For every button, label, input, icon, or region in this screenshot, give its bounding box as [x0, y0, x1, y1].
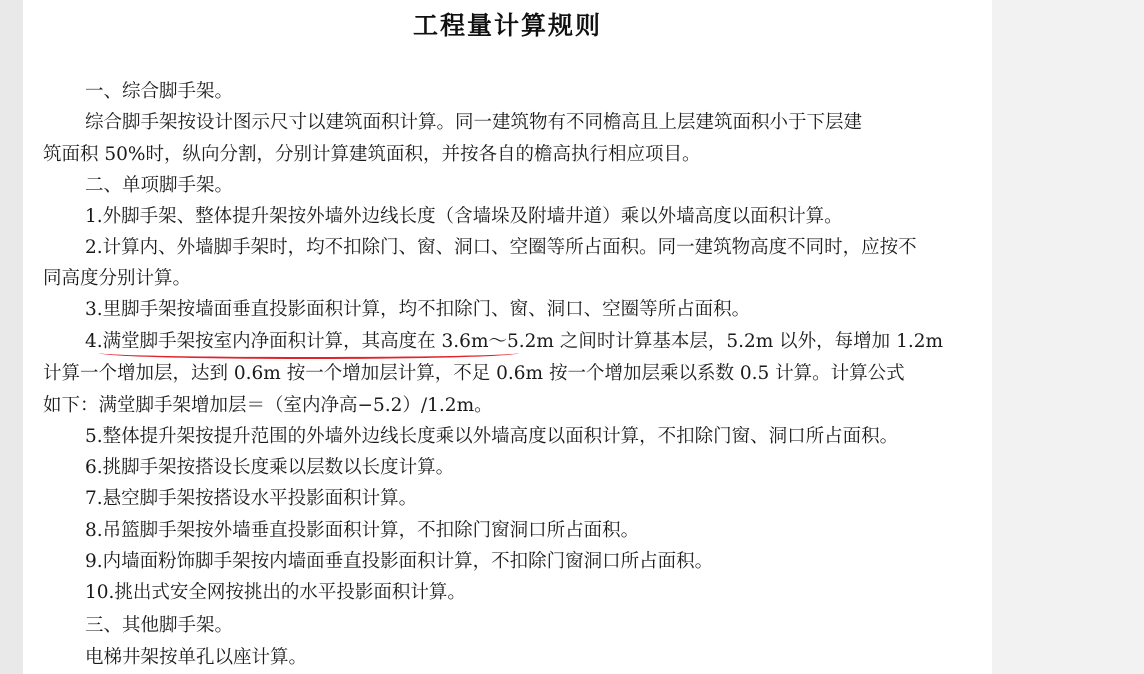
- rule-item-6: 6.挑脚手架按搭设长度乘以层数以长度计算。: [85, 457, 455, 478]
- rule-item-8: 8.吊篮脚手架按外墙垂直投影面积计算，不扣除门窗洞口所占面积。: [85, 520, 640, 541]
- paragraph-line: 综合脚手架按设计图示尺寸以建筑面积计算。同一建筑物有不同檐高且上层建筑面积小于下层建: [85, 112, 863, 133]
- red-underline-annotation: [99, 351, 519, 359]
- paragraph-line: 电梯井架按单孔以座计算。: [85, 647, 308, 668]
- rule-item-2: 2.计算内、外墙脚手架时，均不扣除门、窗、洞口、空圈等所占面积。同一建筑物高度不同时，应按不: [85, 237, 917, 258]
- rule-item-9: 9.内墙面粉饰脚手架按内墙面垂直投影面积计算，不扣除门窗洞口所占面积。: [85, 551, 714, 572]
- formula-line: 如下：满堂脚手架增加层＝（室内净高−5.2）/1.2m。: [43, 395, 493, 416]
- document-page: [23, 0, 992, 674]
- rule-item-4: 4.满堂脚手架按室内净面积计算，其高度在 3.6m～5.2m 之间时计算基本层，5.2m 以外，每增加 1.2m: [85, 331, 944, 352]
- section-heading-2: 二、单项脚手架。: [85, 175, 234, 196]
- page-title: 工程量计算规则: [412, 11, 602, 40]
- rule-item-5: 5.整体提升架按提升范围的外墙外边线长度乘以外墙高度以面积计算，不扣除门窗、洞口所占面积。: [85, 426, 899, 447]
- paragraph-line: 筑面积 50%时，纵向分割，分别计算建筑面积，并按各自的檐高执行相应项目。: [43, 144, 701, 165]
- rule-item-7: 7.悬空脚手架按搭设水平投影面积计算。: [85, 488, 418, 509]
- paragraph-line: 同高度分别计算。: [43, 268, 192, 289]
- rule-item-3: 3.里脚手架按墙面垂直投影面积计算，均不扣除门、窗、洞口、空圈等所占面积。: [85, 299, 751, 320]
- paragraph-line: 计算一个增加层，达到 0.6m 按一个增加层计算，不足 0.6m 按一个增加层乘以系数 0.5 计算。计算公式: [43, 363, 905, 384]
- rule-item-1: 1.外脚手架、整体提升架按外墙外边线长度（含墙垛及附墙井道）乘以外墙高度以面积计算。: [85, 206, 843, 227]
- rule-item-10: 10.挑出式安全网按挑出的水平投影面积计算。: [85, 582, 466, 603]
- viewer-side-panel: [992, 0, 1144, 674]
- section-heading-3: 三、其他脚手架。: [85, 615, 234, 636]
- section-heading-1: 一、综合脚手架。: [85, 81, 234, 102]
